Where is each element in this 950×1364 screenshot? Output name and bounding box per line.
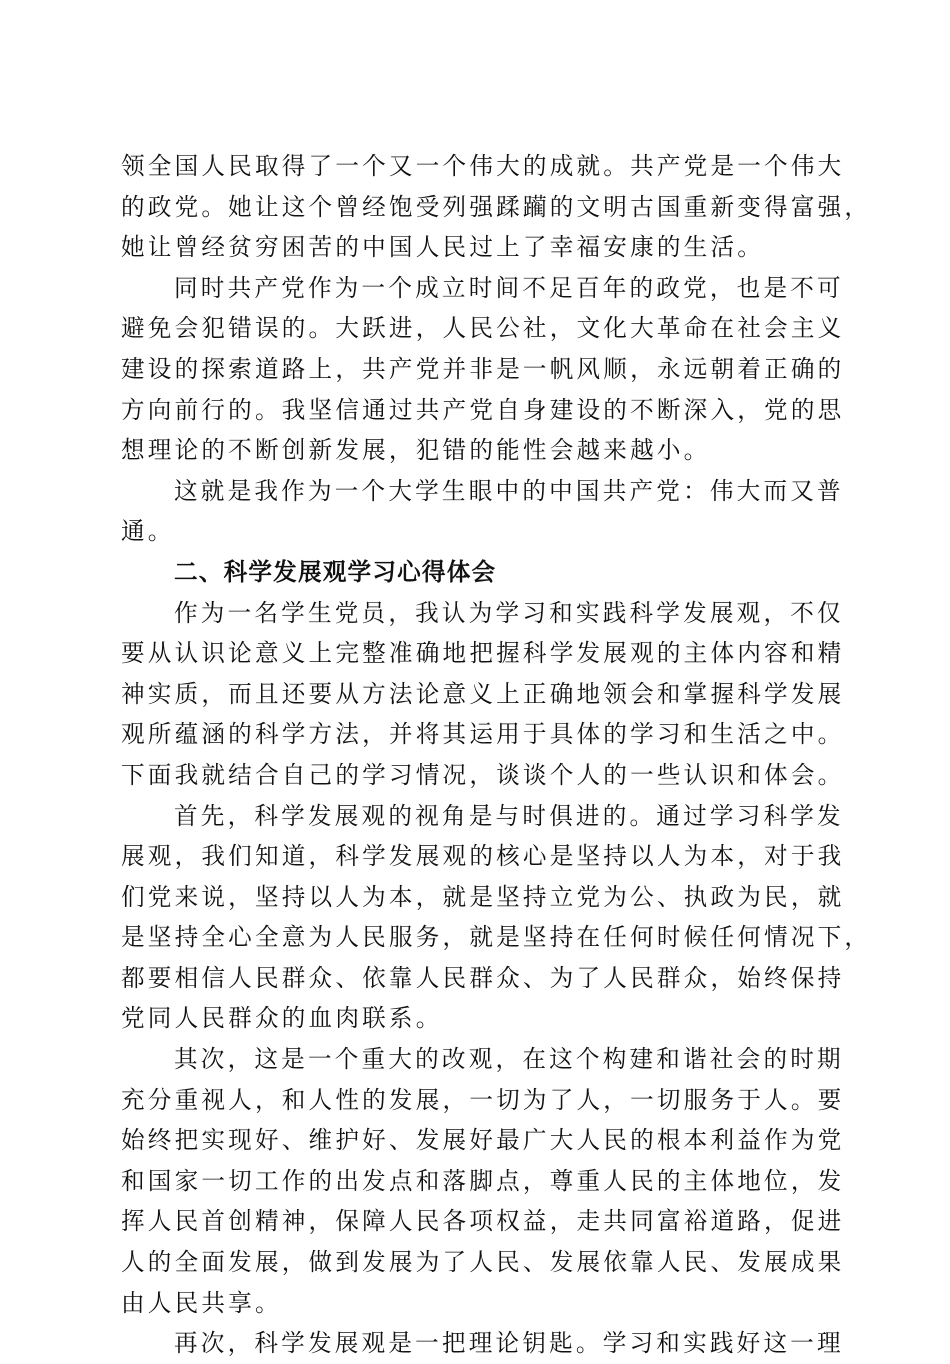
text-line: 同时共产党作为一个成立时间不足百年的政党，也是不可 (174, 273, 844, 302)
text-line: 党同人民群众的血肉联系。 (121, 1004, 443, 1033)
text-line: 都要相信人民群众、依靠人民群众、为了人民群众，始终保持 (121, 963, 845, 992)
text-line: 们党来说，坚持以人为本，就是坚持立党为公、执政为民，就 (121, 882, 845, 911)
text-line: 领全国人民取得了一个又一个伟大的成就。共产党是一个伟大 (121, 152, 845, 180)
text-line: 其次，这是一个重大的改观，在这个构建和谐社会的时期 (174, 1045, 844, 1074)
section-heading (121, 552, 829, 593)
document-body (121, 146, 872, 1364)
text-line: 首先，科学发展观的视角是与时俱进的。通过学习科学发 (174, 801, 844, 830)
text-line: 要从认识论意义上完整准确地把握科学发展观的主体内容和精 (121, 639, 845, 668)
text-line: 通。 (121, 517, 175, 546)
text-line: 由人民共享。 (121, 1288, 282, 1317)
text-line: 建设的探索道路上，共产党并非是一帆风顺，永远朝着正确的 (121, 354, 845, 383)
paragraph-3 (121, 471, 844, 552)
text-line: 观所蕴涵的科学方法，并将其运用于具体的学习和生活之中。 (121, 720, 845, 749)
text-line: 下面我就结合自己的学习情况，谈谈个人的一些认识和体会。 (121, 760, 845, 789)
paragraph-2 (121, 268, 845, 471)
text-line: 始终把实现好、维护好、发展好最广大人民的根本利益作为党 (121, 1126, 845, 1155)
text-line: 想理论的不断创新发展，犯错的能性会越来越小。 (121, 436, 711, 465)
text-line: 这就是我作为一个大学生眼中的中国共产党：伟大而又普 (174, 476, 844, 505)
text-line: 神实质，而且还要从方法论意义上正确地领会和掌握科学发展 (121, 679, 845, 708)
text-line: 她让曾经贫穷困苦的中国人民过上了幸福安康的生活。 (121, 233, 765, 262)
text-line: 人的全面发展，做到发展为了人民、发展依靠人民、发展成果 (121, 1248, 845, 1277)
paragraph-6 (121, 1039, 845, 1323)
text-line: 展观，我们知道，科学发展观的核心是坚持以人为本，对于我 (121, 842, 845, 871)
text-line: 作为一名学生党员，我认为学习和实践科学发展观，不仅 (174, 598, 844, 627)
paragraph-1 (121, 146, 872, 268)
paragraph-4 (121, 593, 845, 796)
text-line: 避免会犯错误的。大跃进，人民公社，文化大革命在社会主义 (121, 314, 845, 343)
text-line: 充分重视人，和人性的发展，一切为了人，一切服务于人。要 (121, 1085, 845, 1114)
text-line: 的政党。她让这个曾经饱受列强蹂躏的文明古国重新变得富强， (121, 192, 872, 221)
text-line: 方向前行的。我坚信通过共产党自身建设的不断深入，党的思 (121, 395, 845, 424)
text-line: 是坚持全心全意为人民服务，就是坚持在任何时候任何情况下， (121, 923, 872, 952)
text-line: 再次，科学发展观是一把理论钥匙。学习和实践好这一理 (174, 1329, 844, 1358)
text-line: 挥人民首创精神，保障人民各项权益，走共同富裕道路，促进 (121, 1207, 845, 1236)
text-line: 和国家一切工作的出发点和落脚点，尊重人民的主体地位，发 (121, 1166, 845, 1195)
paragraph-5 (121, 796, 872, 1040)
section-heading-text: 二、科学发展观学习心得体会 (174, 557, 497, 586)
